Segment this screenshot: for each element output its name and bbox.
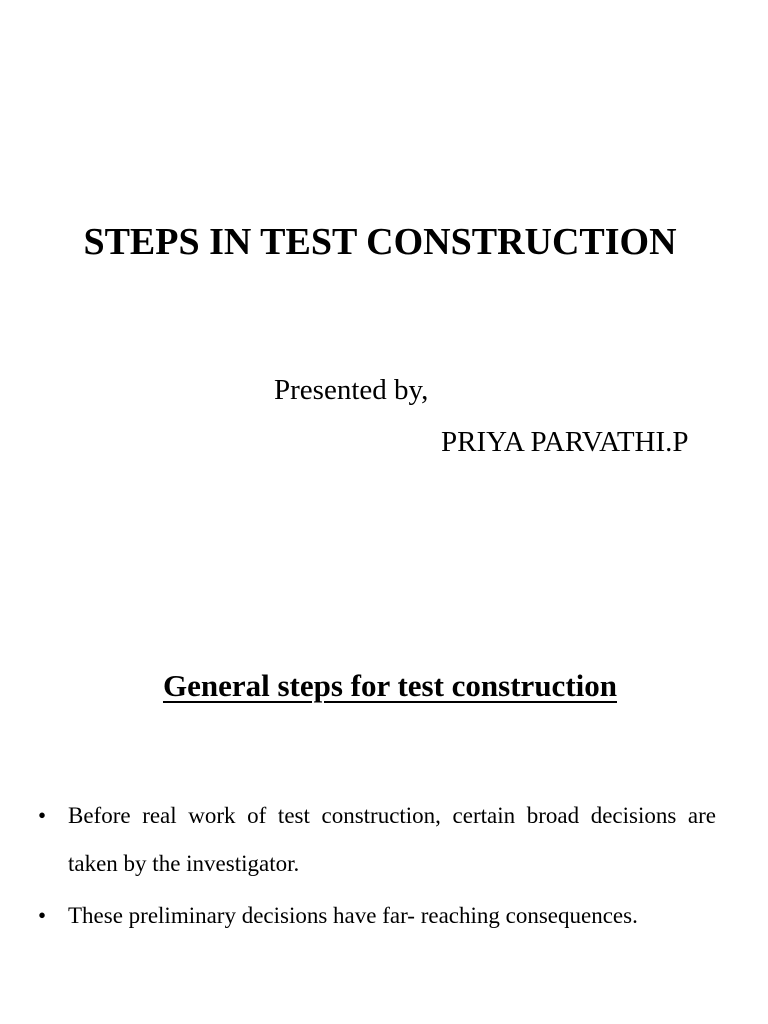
bullet-text: These preliminary decisions have far- reaching consequences. [68,903,638,928]
presenter-name: PRIYA PARVATHI.P [441,426,689,458]
list-item [36,792,716,888]
slide-title: STEPS IN TEST CONSTRUCTION [83,221,677,263]
section-heading: General steps for test construction [162,668,617,703]
bullet-icon: • [38,903,47,928]
content-slide [0,512,768,1024]
presented-by-label: Presented by, [274,374,429,406]
bullet-icon: • [38,803,47,828]
bullet-list [36,792,716,944]
list-item [36,892,716,940]
bullet-text: Before real work of test construction, certain broad decisions are taken by the investigator. [68,803,716,876]
